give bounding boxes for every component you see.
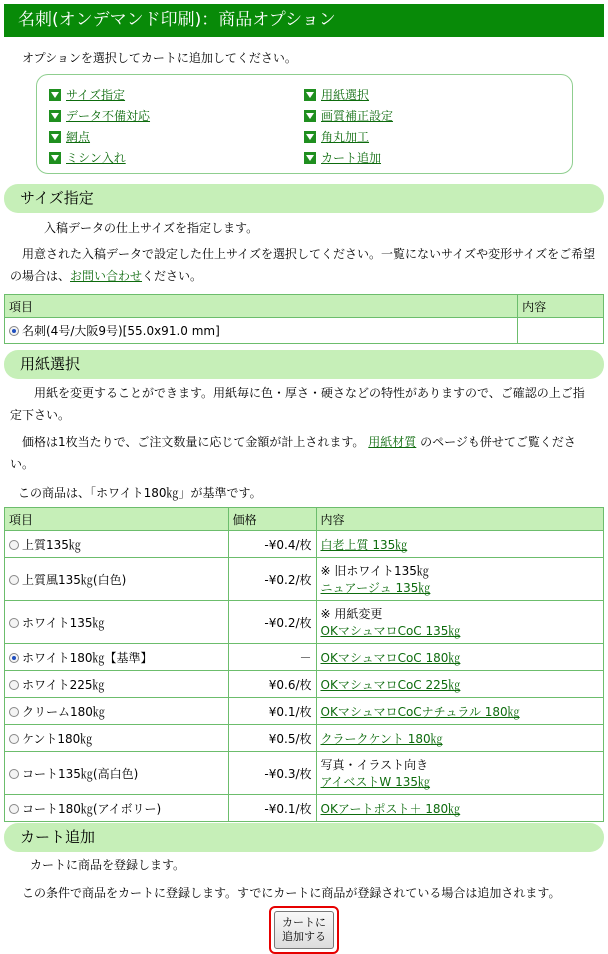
paper-option-label: ホワイト180㎏【基準】 (22, 650, 153, 665)
toc-link-data-fix[interactable]: データ不備対応 (66, 109, 151, 123)
column-header-price: 価格 (228, 508, 316, 531)
paper-content (316, 725, 604, 752)
section-heading-cart: カート追加 (4, 823, 604, 852)
paper-option[interactable] (5, 698, 229, 725)
paper-content (316, 671, 604, 698)
toc-item-data-fix[interactable] (49, 107, 150, 124)
column-header-item: 項目 (5, 508, 229, 531)
paper-price: -¥0.2/枚 (228, 558, 316, 601)
toc-item-image-correction[interactable] (304, 107, 393, 124)
paper-option-label: 上質135㎏ (22, 537, 81, 552)
size-instructions (10, 243, 596, 287)
cart-instructions: この条件で商品をカートに登録します。すでにカートに商品が登録されている場合は追加されます。 (22, 886, 561, 900)
toc-link-cart[interactable]: カート追加 (321, 151, 382, 165)
paper-option-label: 上質風135㎏(白色) (22, 572, 127, 587)
paper-price: － (228, 644, 316, 671)
paper-price: -¥0.3/枚 (228, 752, 316, 795)
paper-note: 写真・イラスト向き (320, 758, 429, 772)
paper-radio[interactable] (9, 680, 19, 690)
paper-option-label: ケント180㎏ (22, 731, 93, 746)
size-option[interactable] (5, 318, 518, 344)
size-option-label: 名刺(4号/大阪9号)[55.0x91.0 mm] (22, 324, 220, 338)
paper-radio[interactable] (9, 575, 19, 585)
paper-option[interactable] (5, 725, 229, 752)
paper-price-note (10, 431, 596, 475)
paper-option[interactable] (5, 601, 229, 644)
size-desc: 入稿データの仕上サイズを指定します。 (44, 221, 259, 235)
intro-text: オプションを選択してカートに追加してください。 (22, 51, 297, 65)
cart-button-highlight (269, 906, 339, 954)
paper-spec-link[interactable]: OKマシュマロCoC 225㎏ (320, 677, 461, 692)
paper-option[interactable] (5, 558, 229, 601)
paper-price: ¥0.1/枚 (228, 698, 316, 725)
paper-content (316, 752, 604, 795)
paper-spec-link[interactable]: アイベストW 135㎏ (320, 775, 431, 789)
triangle-down-icon (49, 89, 61, 101)
table-header-row (5, 508, 604, 531)
toc-link-perforation[interactable]: ミシン入れ (66, 151, 126, 165)
paper-table (4, 507, 604, 822)
paper-radio[interactable] (9, 734, 19, 744)
paper-price-text: 価格は1枚当たりで、ご注文数量に応じて金額が計上されます。 (22, 435, 365, 449)
table-header-row (5, 295, 604, 318)
cart-desc: カートに商品を登録します。 (30, 858, 186, 872)
paper-option[interactable] (5, 644, 229, 671)
paper-price: -¥0.1/枚 (228, 795, 316, 822)
paper-content (316, 601, 604, 644)
paper-note: ※ 旧ホワイト135㎏ (320, 564, 429, 578)
triangle-down-icon (49, 152, 61, 164)
paper-spec-link[interactable]: OKマシュマロCoC 180㎏ (320, 650, 461, 665)
toc-link-halftone[interactable]: 網点 (66, 130, 91, 144)
paper-price: ¥0.6/枚 (228, 671, 316, 698)
paper-option-label: ホワイト225㎏ (22, 677, 105, 692)
toc-item-cart[interactable] (304, 149, 381, 166)
triangle-down-icon (49, 110, 61, 122)
paper-base-note: この商品は、「ホワイト180㎏」が基準です。 (18, 486, 262, 500)
paper-spec-link[interactable]: OKマシュマロCoC 135㎏ (320, 624, 461, 638)
paper-price: ¥0.5/枚 (228, 725, 316, 752)
table-row[interactable] (5, 698, 604, 725)
paper-radio[interactable] (9, 707, 19, 717)
paper-option-label: コート180㎏(アイボリー) (22, 801, 162, 816)
paper-radio[interactable] (9, 804, 19, 814)
size-radio[interactable] (9, 326, 19, 336)
paper-content (316, 698, 604, 725)
paper-option[interactable] (5, 795, 229, 822)
column-header-content: 内容 (518, 295, 604, 318)
toc-item-perforation[interactable] (49, 149, 126, 166)
paper-note: ※ 用紙変更 (320, 607, 383, 621)
paper-option-label: クリーム180㎏ (22, 704, 105, 719)
table-row[interactable] (5, 725, 604, 752)
toc-item-size[interactable] (49, 86, 125, 103)
paper-option-label: コート135㎏(高白色) (22, 766, 139, 781)
paper-option-label: ホワイト135㎏ (22, 615, 105, 630)
size-instructions-tail: ください。 (142, 269, 203, 283)
column-header-item: 項目 (5, 295, 518, 318)
paper-radio[interactable] (9, 618, 19, 628)
section-heading-paper: 用紙選択 (4, 350, 604, 379)
toc-item-round-corner[interactable] (304, 128, 369, 145)
size-instructions-text: 用意された入稿データで設定した仕上サイズを選択してください。一覧にないサイズや変形サイズをご希望の場合は、 (10, 247, 596, 283)
paper-spec-link[interactable]: 白老上質 135㎏ (320, 537, 408, 552)
size-content (518, 318, 604, 344)
paper-price: -¥0.2/枚 (228, 601, 316, 644)
table-row[interactable] (5, 752, 604, 795)
paper-spec-link[interactable]: OKマシュマロCoCナチュラル 180㎏ (320, 704, 520, 719)
section-heading-size: サイズ指定 (4, 184, 604, 213)
table-row[interactable] (5, 601, 604, 644)
paper-option[interactable] (5, 671, 229, 698)
size-table (4, 294, 604, 344)
column-header-content: 内容 (316, 508, 604, 531)
table-row[interactable] (5, 531, 604, 558)
paper-radio[interactable] (9, 769, 19, 779)
paper-radio[interactable] (9, 653, 19, 663)
paper-content (316, 531, 604, 558)
toc-item-halftone[interactable] (49, 128, 90, 145)
paper-material-link[interactable]: 用紙材質 (368, 435, 417, 449)
table-row[interactable] (5, 558, 604, 601)
toc-item-paper[interactable] (304, 86, 369, 103)
triangle-down-icon (304, 110, 316, 122)
triangle-down-icon (49, 131, 61, 143)
page-title: 名刺(オンデマンド印刷)：商品オプション (4, 4, 604, 37)
paper-price: -¥0.4/枚 (228, 531, 316, 558)
toc-link-round-corner[interactable]: 角丸加工 (321, 130, 370, 144)
paper-spec-link[interactable]: OKアートポスト＋ 180㎏ (320, 801, 461, 816)
paper-option[interactable] (5, 752, 229, 795)
triangle-down-icon (304, 89, 316, 101)
paper-content (316, 558, 604, 601)
toc-link-image-correction[interactable]: 画質補正設定 (321, 109, 394, 123)
contact-link[interactable]: お問い合わせ (70, 269, 143, 283)
triangle-down-icon (304, 152, 316, 164)
paper-content (316, 795, 604, 822)
table-row[interactable] (5, 644, 604, 671)
paper-radio[interactable] (9, 540, 19, 550)
add-to-cart-button[interactable]: カートに 追加する (274, 911, 334, 949)
paper-price-tail: のページも併せてご覧ください。 (10, 435, 576, 471)
toc-link-paper[interactable]: 用紙選択 (321, 88, 370, 102)
paper-option[interactable] (5, 531, 229, 558)
option-index (36, 74, 573, 174)
table-row[interactable] (5, 795, 604, 822)
paper-content (316, 644, 604, 671)
table-row[interactable] (5, 318, 604, 344)
toc-link-size[interactable]: サイズ指定 (66, 88, 126, 102)
triangle-down-icon (304, 131, 316, 143)
paper-desc: 用紙を変更することができます。用紙毎に色・厚さ・硬さなどの特性がありますので、ご確認の上ご指定下さい。 (10, 386, 585, 422)
paper-spec-link[interactable]: クラークケント 180㎏ (320, 731, 443, 746)
table-row[interactable] (5, 671, 604, 698)
paper-spec-link[interactable]: ニュアージュ 135㎏ (320, 581, 431, 595)
